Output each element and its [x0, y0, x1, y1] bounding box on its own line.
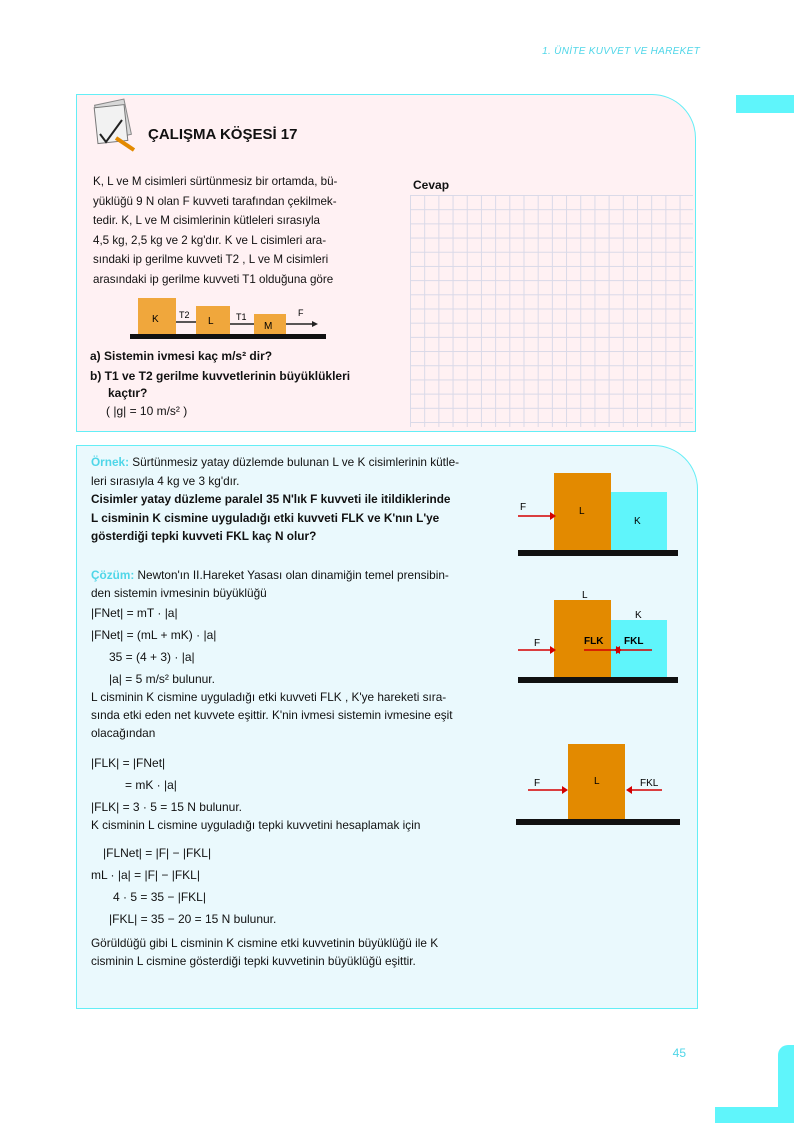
unit-header: 1. ÜNİTE KUVVET VE HAREKET [542, 46, 700, 57]
problem-line: tedir. K, L ve M cisimlerinin kütleleri sırasıyla [93, 214, 321, 228]
equation: = mK · |a| [125, 778, 177, 792]
cozum-line: Newton'ın II.Hareket Yasası olan dinamiğin temel prensibin- [134, 568, 449, 582]
problem-line: sındaki ip gerilme kuvveti T2 , L ve M cisimleri [93, 253, 329, 267]
page-tab-bottom-bar [715, 1107, 794, 1123]
label-l: L [579, 506, 585, 517]
ornek-label: Örnek: [91, 455, 130, 469]
ornek-text [91, 453, 516, 546]
ornek-question: L cisminin K cismine uyguladığı etki kuvveti FLK ve K'nın L'ye [91, 510, 440, 525]
cozum-line: cisminin L cismine gösterdiği tepki kuvvetinin büyüklüğü eşittir. [91, 954, 416, 968]
page-tab-top [736, 95, 794, 113]
cozum-label: Çözüm: [91, 568, 135, 582]
label-m: M [264, 321, 273, 332]
ornek-line: leri sırasıyla 4 kg ve 3 kg'dır. [91, 473, 240, 488]
label-t1: T1 [236, 312, 247, 322]
label-k: K [635, 610, 642, 621]
label-k: K [634, 516, 641, 527]
cevap-label: Cevap [413, 178, 450, 192]
answer-grid [410, 195, 693, 427]
figure-push-lk [512, 470, 682, 558]
equation: |FLK| = |FNet| [91, 756, 166, 770]
cozum-line: Görüldüğü gibi L cisminin K cismine etki kuvvetinin büyüklüğü ile K [91, 936, 439, 950]
notebook-pencil-icon [92, 98, 138, 152]
ornek-question: Cisimler yatay düzleme paralel 35 N'lık F kuvveti ile itildiklerinde [91, 492, 451, 507]
cozum-line: den sistemin ivmesinin büyüklüğü [91, 586, 267, 600]
figure-forces-l [512, 740, 682, 830]
question-b: b) T1 ve T2 gerilme kuvvetlerinin büyüklükleri [90, 369, 351, 383]
cozum-text [91, 566, 511, 970]
label-l: L [208, 316, 214, 327]
equation: |FNet| = (mL + mK) · |a| [91, 628, 217, 642]
label-f: F [534, 638, 541, 649]
calisma-title: ÇALIŞMA KÖŞESİ 17 [148, 126, 298, 143]
label-k: K [152, 314, 159, 325]
klm-diagram [130, 294, 330, 340]
cozum-line: K cisminin L cismine uyguladığı tepki kuvvetini hesaplamak için [91, 818, 421, 832]
equation: 35 = (4 + 3) · |a| [109, 650, 195, 664]
equation: |FKL| = 35 − 20 = 15 N bulunur. [109, 912, 277, 926]
label-fkl: FKL [624, 636, 644, 647]
label-f: F [534, 778, 541, 789]
cozum-line: L cisminin K cismine uyguladığı etki kuvveti FLK , K'ye hareketi sıra- [91, 690, 447, 704]
equation: mL · |a| = |F| − |FKL| [91, 868, 200, 882]
label-t2: T2 [179, 310, 190, 320]
equation: |FLK| = 3 · 5 = 15 N bulunur. [91, 800, 242, 814]
equation: 4 · 5 = 35 − |FKL| [113, 890, 206, 904]
page-number: 45 [672, 1046, 686, 1060]
cozum-line: olacağından [91, 726, 156, 740]
problem-line: 4,5 kg, 2,5 kg ve 2 kg'dır. K ve L cisimleri ara- [93, 233, 327, 247]
label-fkl: FKL [640, 778, 659, 789]
label-l: L [594, 776, 600, 787]
label-flk: FLK [584, 636, 604, 647]
question-b-cont: kaçtır? [108, 386, 148, 400]
equation: |a| = 5 m/s² bulunur. [109, 672, 215, 686]
label-l: L [582, 590, 588, 601]
equation: |FLNet| = |F| − |FKL| [103, 846, 212, 860]
label-f: F [520, 502, 527, 513]
ornek-line: Sürtünmesiz yatay düzlemde bulunan L ve K cisimlerinin kütle- [129, 455, 460, 469]
question-a: a) Sistemin ivmesi kaç m/s² dir? [90, 349, 273, 363]
ornek-question: gösterdiği tepki kuvveti FKL kaç N olur? [91, 529, 317, 544]
given-g: ( |g| = 10 m/s² ) [106, 404, 188, 418]
problem-line: yüklüğü 9 N olan F kuvveti tarafından çekilmek- [93, 194, 337, 208]
figure-forces-lk [512, 588, 682, 690]
problem-line: K, L ve M cisimleri sürtünmesiz bir ortamda, bü- [93, 175, 338, 188]
equation: |FNet| = mT · |a| [91, 606, 178, 620]
problem-text [93, 172, 383, 290]
cozum-line: sında etki eden net kuvvete eşittir. K'nin ivmesi sistemin ivmesine eşit [91, 708, 453, 722]
label-f: F [298, 308, 304, 318]
problem-line: arasındaki ip gerilme kuvveti T1 olduğuna göre [93, 272, 334, 286]
